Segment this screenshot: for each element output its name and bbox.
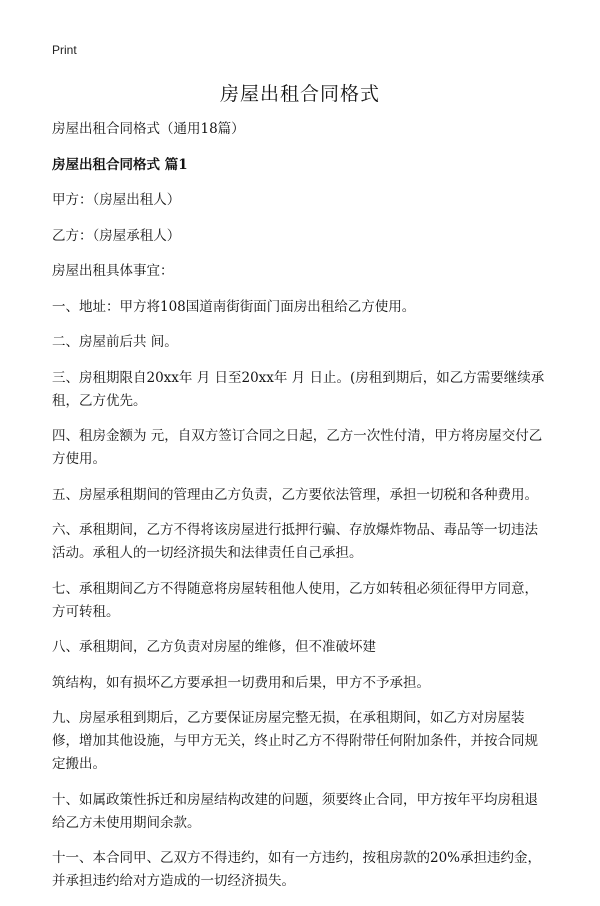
paragraph: 一、地址：甲方将108国道南街街面门面房出租给乙方使用。 (52, 298, 416, 315)
paragraph: 房屋出租合同格式（通用18篇） (52, 121, 245, 137)
paragraph: 十、如属政策性拆迁和房屋结构改建的问题，须要终止合同，甲方按年平均房租退给乙方未使用期间余款。 (52, 791, 538, 831)
paragraph: 筑结构，如有损坏乙方要承担一切费用和后果，甲方不予承担。 (52, 674, 430, 691)
paragraph: 九、房屋承租到期后，乙方要保证房屋完整无损，在承租期间，如乙方对房屋装修，增加其他设施，与甲方无关，终止时乙方不得附带任何附加条件，并按合同规定搬出。 (52, 710, 538, 772)
paragraph: 八、承租期间，乙方负责对房屋的维修，但不准破坏建 (52, 639, 376, 655)
paragraph: 乙方：（房屋承租人） (52, 227, 181, 244)
paragraph: 四、租房金额为 元，自双方签订合同之日起，乙方一次性付清，甲方将房屋交付乙方使用。 (52, 428, 543, 467)
paragraph: 十一、本合同甲、乙双方不得违约，如有一方违约，按租房款的20%承担违约金，并承担违约给对方造成的一切经济损失。 (52, 850, 542, 889)
paragraph: 二、房屋前后共 间。 (52, 334, 178, 350)
paragraph: 七、承租期间乙方不得随意将房屋转租他人使用，乙方如转租必须征得甲方同意，方可转租。 (52, 580, 538, 620)
print-link[interactable]: Print (52, 43, 77, 57)
document-body (52, 118, 548, 906)
paragraph: 三、房租期限自20xx年 月 日至20xx年 月 日止。(房租到期后，如乙方需要继续承租，乙方优先。 (52, 369, 545, 409)
paragraph: 甲方：（房屋出租人） (52, 192, 181, 208)
section-heading: 房屋出租合同格式 篇1 (52, 156, 188, 173)
paragraph: 六、承租期间，乙方不得将该房屋进行抵押行骗、存放爆炸物品、毒品等一切违法活动。承租人的一切经济损失和法律责任自己承担。 (52, 522, 538, 561)
paragraph: 五、房屋承租期间的管理由乙方负责，乙方要依法管理，承担一切税和各种费用。 (52, 486, 538, 503)
paragraph: 房屋出租具体事宜： (52, 263, 174, 279)
document-title: 房屋出租合同格式 (219, 83, 380, 105)
